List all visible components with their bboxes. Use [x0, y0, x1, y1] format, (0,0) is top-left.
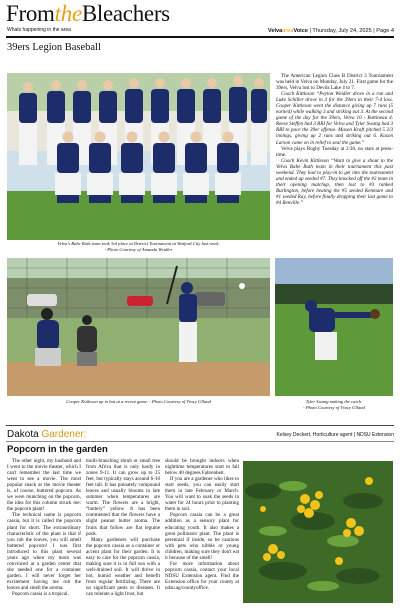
column-title-dakota: Dakota: [7, 429, 42, 440]
masthead-title-the: the: [54, 1, 82, 26]
catch-photo: [275, 258, 393, 396]
team-photo: [7, 73, 270, 240]
masthead-title: [6, 2, 170, 26]
byline-rule: [6, 441, 394, 442]
article-paragraph: For more information about popcorn cassia, contact your local NDSU Extension agent. Find the Extension office for your county at ndsu.ag/countyoffice.: [165, 560, 239, 591]
garden-column-2: [86, 458, 160, 597]
article-paragraph: Velva plays Rugby Tuesday at 2:30, no stats at press-time.: [276, 145, 393, 158]
catch-photo-caption-line1: Tyler Swang making the catch.: [305, 399, 363, 404]
brand-area: area: [282, 28, 294, 34]
headline: Popcorn in the garden: [7, 444, 108, 455]
garden-column-1: [7, 458, 81, 597]
column-title-gardener: Gardener:: [41, 429, 87, 440]
garden-column-3: [165, 458, 239, 591]
brand-velva: Velva: [267, 28, 283, 34]
section-title: 39ers Legion Baseball: [7, 42, 101, 53]
byline: Kelsey Deckert, Horticulture agent | NDSU Extension: [276, 432, 394, 438]
catch-photo-caption-credit: - Photo Courtesy of Tracy Ulland: [303, 405, 365, 410]
legion-article: [276, 73, 393, 206]
masthead-title-bleachers: Bleachers: [81, 1, 170, 26]
masthead-rule: [6, 36, 394, 38]
article-paragraph: Popcorn cassia can be a great addition as a sensory plant for educating youth. It also makes a great pollinator plant. The plant is perennial if inside, so be cautious with pets who nibble or young children, making sure they don't eat it because of the smell!: [165, 512, 239, 561]
masthead-subtitle: Whats happening in the area: [7, 27, 71, 33]
section-divider: [6, 425, 394, 426]
article-paragraph: Popcorn cassia is a tropical,: [12, 591, 69, 598]
catch-photo-caption: [275, 399, 393, 411]
masthead-title-from: From: [6, 1, 55, 26]
article-paragraph: The technical name is popcorn cassia, but it is called the popcorn plant for short. The extraordinary characteristic of the plant is that if you rub the leaves, you will smell buttered popcorn! I was first introduced to this plant several years ago when my mom was convinced at a garden center that she needed one for a container garden. I will never forget her excitement having me rub the leaves and smell the aroma.: [7, 512, 81, 591]
column-title: [7, 429, 87, 440]
article-paragraph: If you are a gardener who likes to start seeds, you can easily start them in late February or March. You will want to soak the seeds in water for 24 hours prior to planting them in soil.: [165, 476, 239, 513]
masthead-info: [268, 28, 394, 34]
team-photo-caption-line1: Velva's Babe Ruth team took 3rd place at District Tournament at Watford City last week.: [57, 241, 220, 246]
article-paragraph: The other night, my husband and I went to the movie theater, which I can't remember the last time we went to see a movie. The most popular snack at the movie theater is, of course, buttered popcorn. As we were munching on the popcorn, the idea for this column struck me: the popcorn plant!: [7, 458, 81, 513]
article-paragraph: Coach Kevin Kittleson “Want to give a shout to the Velva Babe Ruth team in their tournament this past weekend. They had to play-in to get into the tournament and ended up seeded #7. They knocked off the #2 team in their opening matchup, then lost to #3 ranked Burlington, before beating the #5 seeded Kenmare and #1 seeded Ray, before finally dropping their last game to #4 Renville.”: [276, 157, 393, 206]
team-photo-caption: [7, 241, 270, 253]
issue-date: | Thursday, July 24, 2025 | Page 4: [309, 28, 394, 34]
team-photo-caption-credit: - Photo Courtesy of Amanda Weidler: [104, 247, 173, 252]
article-paragraph: Many gardeners will purchase the popcorn cassia as a container or accent plant for their garden. It is easy to care for the popcorn cassia, making sure it is in full sun with a well-drained soil. It will thrive in hot, humid weather and benefit from regular fertilizing. There are no significant pests or diseases. It can tolerate a light frost, but: [86, 536, 160, 598]
paper-brand: [268, 28, 308, 34]
article-paragraph: Coach Kittleson “Peyton Weidler drove in a run and Luke Schiller drove in 3 for the 39ers in their 7-4 loss. Cooper Kittleson went the distance giving up 7 runs (5 earned) while walking 3 and striking out 3. At the second game of the day for the 39ers, Velva 10 - Bottineau 4. Reese Steffen had 3 RBI for Velva and Tyler Swang had 3 RBI to pace the 39er offense. Mason Kraft pitched 5 2/3 innings, giving up 2 runs and striking out 6. Kason Larson came on in relief to seal the game.”: [276, 91, 393, 146]
batting-photo-caption: Cooper Kittleson up to bat at a recent game. - Photo Courtesy of Tracy Ulland: [66, 399, 211, 404]
batting-photo: [7, 258, 270, 396]
article-paragraph: should be brought indoors when nighttime temperatures start to fall below 40 degrees Fahrenheit.: [165, 458, 239, 477]
article-paragraph: The American Legion Class B District 3 Tournament was held in Velva on Monday, July 21. First game for the 39ers, Velva lost to Devils Lake 4 to 7.: [276, 73, 393, 92]
brand-voice: Voice: [293, 28, 308, 34]
popcorn-plant-photo: [243, 461, 393, 603]
article-paragraph: multi-branching shrub or small tree from Africa that is only hardy in zones 9-11. It can grow up to 25 feet, but typically stays around 6-10 feet tall. It has pinnately compound leaves and usually blooms in late summer when temperatures are warm. The flowers are a bright, “buttery” yellow. It has been commented that the flowers have a slight peanut butter aroma. The fruits that follow are flat legume pods.: [86, 458, 160, 537]
